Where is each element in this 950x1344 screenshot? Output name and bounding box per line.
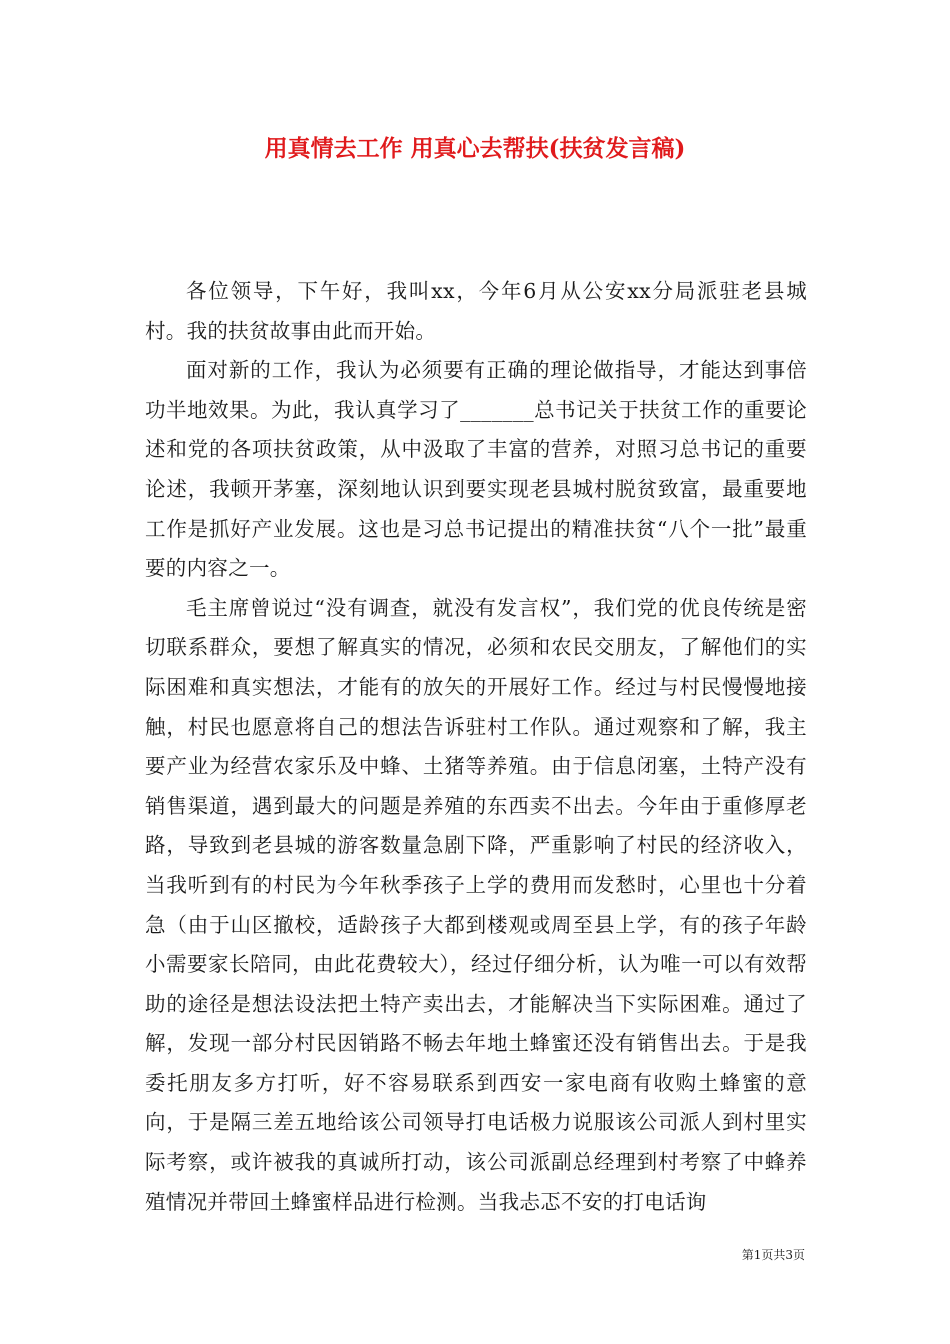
paragraph-theory-study: 面对新的工作，我认为必须要有正确的理论做指导，才能达到事倍功半地效果。为此，我认真学习了_______总书记关于扶贫工作的重要论述和党的各项扶贫政策，从中汲取了丰富的营养，对照习总书记的重要论述，我顿开茅塞，深刻地认识到要实现老县城村脱贫致富，最重要地工作是抓好产业发展。这也是习总书记提出的精准扶贫“八个一批”最重要的内容之一。 — [145, 358, 807, 581]
paragraph-investigation: 毛主席曾说过“没有调查，就没有发言权”，我们党的优良传统是密切联系群众，要想了解真实的情况，必须和农民交朋友，了解他们的实际困难和真实想法，才能有的放矢的开展好工作。经过与村民慢慢地接触，村民也愿意将自己的想法告诉驻村工作队。通过观察和了解，我主要产业为经营农家乐及中蜂、土猪等养殖。由于信息闭塞，土特产没有销售渠道，遇到最大的问题是养殖的东西卖不出去。今年由于重修厚老路，导致到老县城的游客数量急剧下降，严重影响了村民的经济收入，当我听到有的村民为今年秋季孩子上学的费用而发愁时，心里也十分着急（由于山区撤校，适龄孩子大都到楼观或周至县上学，有的孩子年龄小需要家长陪同，由此花费较大），经过仔细分析，认为唯一可以有效帮助的途径是想法设法把土特产卖出去，才能解决当下实际困难。通过了解，发现一部分村民因销路不畅去年地土蜂蜜还没有销售出去。于是我委托朋友多方打听，好不容易联系到西安一家电商有收购土蜂蜜的意向，于是隔三差五地给该公司领导打电话极力说服该公司派人到村里实际考察，或许被我的真诚所打动，该公司派副总经理到村考察了中蜂养殖情况并带回土蜂蜜样品进行检测。当我忐忑不安的打电话询 — [145, 595, 807, 1214]
page-number: 第1页共3页 — [741, 1248, 805, 1262]
document-body — [145, 272, 807, 1222]
paragraph-greeting: 各位领导，下午好，我叫xx，今年6月从公安xx分局派驻老县城村。我的扶贫故事由此而开始。 — [145, 279, 807, 343]
document-title: 用真情去工作 用真心去帮扶(扶贫发言稿) — [264, 135, 686, 162]
